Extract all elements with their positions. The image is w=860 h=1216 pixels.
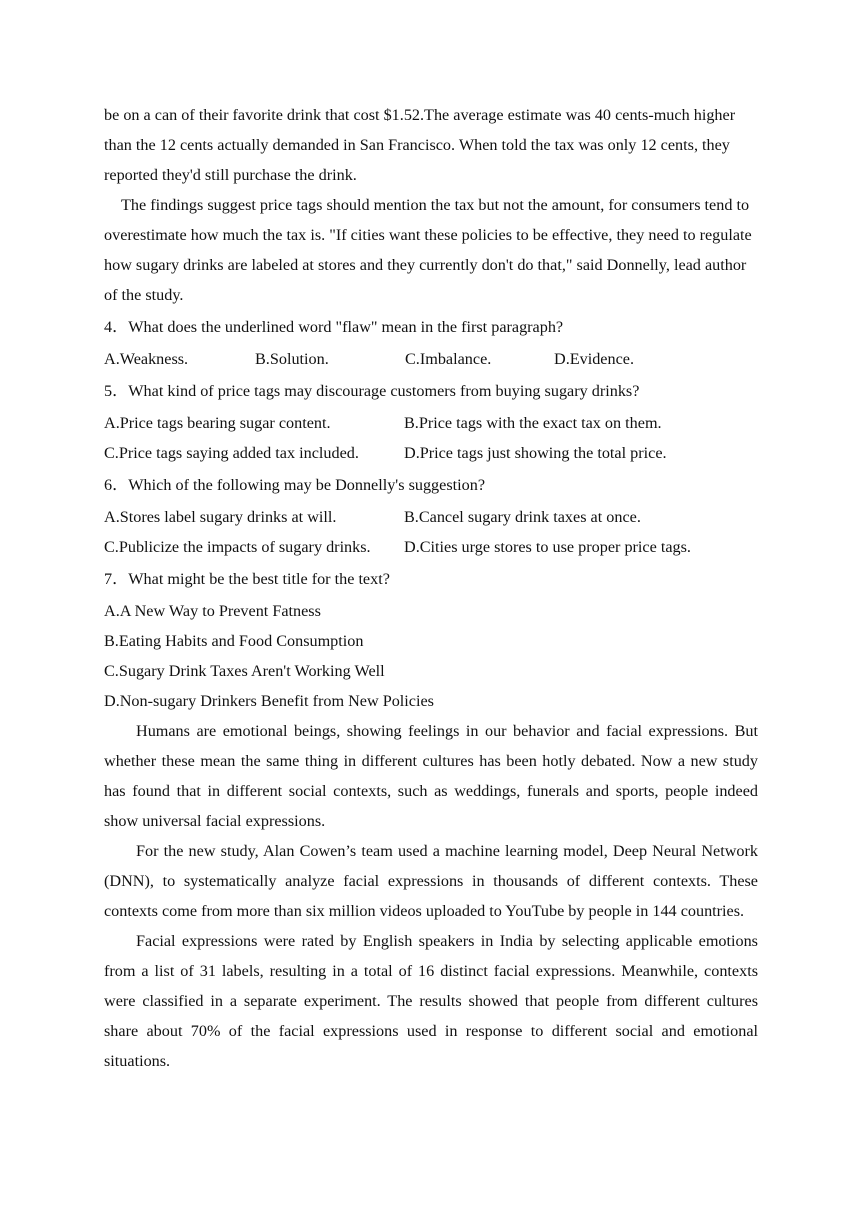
question-5-option-c: C.Price tags saying added tax included. (104, 444, 359, 462)
passage1-paragraph-1: be on a can of their favorite drink that cost $1.52.The average estimate was 40 cents-much higher than the 12 cents actually demanded in San Francisco. When told the tax was only 12 cents, they reported they'd still purchase the drink. (104, 106, 736, 184)
question-4-option-a: A.Weakness. (104, 350, 189, 368)
question-6-option-c: C.Publicize the impacts of sugary drinks. (104, 538, 371, 556)
question-4-option-c: C.Imbalance. (405, 350, 492, 368)
question-7-option-d: D.Non-sugary Drinkers Benefit from New Policies (104, 692, 434, 710)
question-5-option-d: D.Price tags just showing the total price. (404, 444, 667, 462)
passage2-paragraph-2: For the new study, Alan Cowen’s team used a machine learning model, Deep Neural Network (DNN), to systematically analyze facial expressions in thousands of different contexts. These contexts come from more than six million videos uploaded to YouTube by people in 144 countries. (104, 842, 758, 920)
question-7-option-a: A.A New Way to Prevent Fatness (104, 602, 321, 620)
question-4-options (104, 344, 758, 374)
question-5-option-a: A.Price tags bearing sugar content. (104, 414, 331, 432)
passage2-paragraph-3: Facial expressions were rated by English speakers in India by selecting applicable emotions from a list of 31 labels, resulting in a total of 16 distinct facial expressions. Meanwhile, contexts were classified in a separate experiment. The results showed that people from different cultures share about 70% of the facial expressions used in response to different social and emotional situations. (104, 932, 758, 1070)
question-6-options-row-1 (104, 502, 758, 532)
passage2-paragraph-1: Humans are emotional beings, showing feelings in our behavior and facial expressions. But whether these mean the same thing in different cultures has been hotly debated. Now a new study has found that in different social contexts, such as weddings, funerals and sports, people indeed show universal facial expressions. (104, 722, 758, 830)
question-7-option-c: C.Sugary Drink Taxes Aren't Working Well (104, 662, 385, 680)
question-5-options-row-2 (104, 438, 758, 468)
question-6-stem: 6．Which of the following may be Donnelly's suggestion? (104, 476, 486, 494)
question-6-option-d: D.Cities urge stores to use proper price tags. (404, 538, 691, 556)
question-4-option-d: D.Evidence. (554, 350, 635, 368)
question-7-stem: 7．What might be the best title for the text? (104, 570, 390, 588)
question-6-option-b: B.Cancel sugary drink taxes at once. (404, 508, 641, 526)
question-7-option-b: B.Eating Habits and Food Consumption (104, 632, 364, 650)
passage1-paragraph-2: The findings suggest price tags should mention the tax but not the amount, for consumers tend to overestimate how much the tax is. "If cities want these policies to be effective, they need to regulate how sugary drinks are labeled at stores and they currently don't do that," said Donnelly, lead author of the study. (104, 196, 752, 304)
question-4-stem: 4．What does the underlined word "flaw" mean in the first paragraph? (104, 318, 564, 336)
question-6-option-a: A.Stores label sugary drinks at will. (104, 508, 337, 526)
question-5-options-row-1 (104, 408, 758, 438)
question-5-option-b: B.Price tags with the exact tax on them. (404, 414, 662, 432)
question-5-stem: 5．What kind of price tags may discourage customers from buying sugary drinks? (104, 382, 640, 400)
question-4-option-b: B.Solution. (255, 350, 329, 368)
question-6-options-row-2 (104, 532, 758, 562)
